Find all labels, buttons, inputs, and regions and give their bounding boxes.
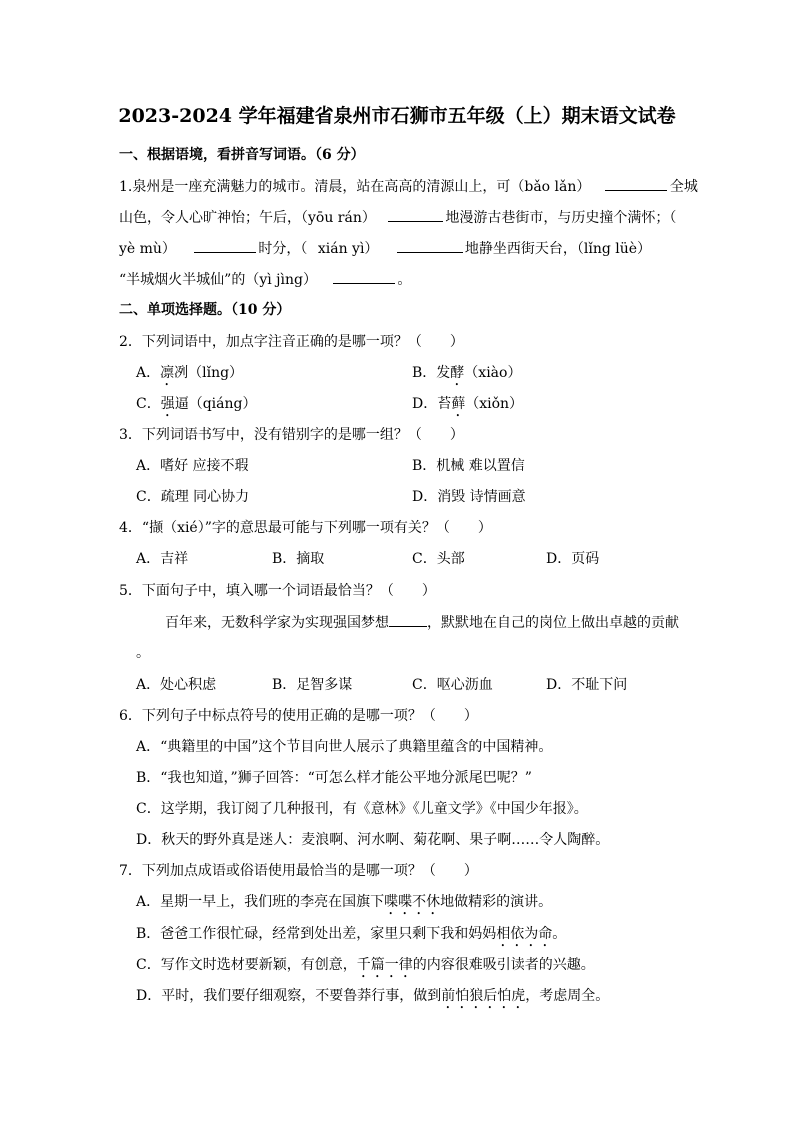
q1-text: 。 [397,272,412,288]
q3-stem: 3．下列词语书写中，没有错别字的是哪一组？（ ） [119,427,464,443]
option-text: 冽（lǐng） [174,365,244,381]
option-text: ，考虑周全。 [525,988,610,1004]
option-text: （xiào） [464,365,522,381]
q2-option-b[interactable] [412,363,521,389]
q1-line-3 [119,238,651,259]
dotted-char: 凛 [160,365,175,381]
q1-text: yè mù） [119,241,176,257]
q1-text: 时分，（ [258,241,308,257]
q7-option-c[interactable] [136,955,595,981]
dotted-char: 强 [160,396,175,412]
option-label: A． [136,365,161,381]
option-text: C．写作文时选材要新颖，有创意， [136,957,357,973]
option-text: 逼（qiáng） [174,396,257,412]
q2-option-c[interactable] [136,394,256,420]
q7-stem: 7．下列加点成语或俗语使用最恰当的是哪一项？（ ） [119,863,478,879]
q5-option-b[interactable]: B．足智多谋 [272,677,353,693]
q5-option-c[interactable]: C．呕心沥血 [412,677,493,693]
dotted-idiom: 前怕狼后怕虎 [441,988,526,1004]
page-title: 2023-2024 学年福建省泉州市石狮市五年级（上）期末语文试卷 [118,105,676,127]
q5-text: ，默默地在自己的岗位上做出卓越的贡献 [427,615,679,631]
q6-stem: 6．下列句子中标点符号的使用正确的是哪一项？（ ） [119,708,478,724]
q1-text: “半城烟火半城仙”的（yì jìng） [119,272,317,288]
q3-option-d[interactable]: D．消毁 诗情画意 [412,489,526,505]
answer-blank [397,238,463,253]
section-1-heading: 一、根据语境，看拼音写词语。（6 分） [119,147,365,163]
dotted-char: 藓 [451,396,466,412]
q6-option-c[interactable]: C．这学期，我订阅了几种报刊，有《意林》《儿童文学》《中国少年报》。 [136,801,588,817]
q4-option-c[interactable]: C．头部 [412,551,465,567]
dotted-idiom: 相依为命 [496,926,553,942]
q4-stem: 4．“撷（xié）”字的意思最可能与下列哪一项有关？（ ） [119,520,492,536]
q1-text: 全城 [669,179,698,195]
dotted-idiom: 喋喋不休 [384,894,441,910]
answer-blank [194,238,256,253]
option-label: C． [136,396,161,412]
option-label: B．发 [412,365,451,381]
answer-blank [605,176,667,191]
q7-option-d[interactable] [136,986,609,1012]
option-text: B．爸爸工作很忙碌，经常到处出差，家里只剩下我和妈妈 [136,926,497,942]
q2-option-d[interactable] [412,394,523,420]
q1-text: 地静坐西街天台，（lǐng lüè） [464,241,652,257]
q6-option-b[interactable]: B．“我也知道，”狮子回答：“可怎么样才能公平地分派尾巴呢？” [136,770,532,786]
option-text: （xiǒn） [465,396,524,412]
section-2-heading: 二、单项选择题。（10 分） [119,302,291,318]
q5-option-a[interactable]: A．处心积虑 [136,677,217,693]
q1-line-2 [119,207,676,228]
q4-option-d[interactable]: D．页码 [546,551,600,567]
q2-option-a[interactable] [136,363,243,389]
option-text: A．星期一早上，我们班的李亮在国旗下 [136,894,385,910]
answer-blank [388,207,443,222]
answer-blank [333,269,395,284]
option-text: 的内容很难吸引读者的兴趣。 [412,957,595,973]
q4-option-b[interactable]: B．摘取 [272,551,325,567]
q5-sentence [165,612,679,633]
q1-text: 1.泉州是一座充满魅力的城市。清晨，站在高高的清源山上，可（bǎo lǎn） [119,179,591,195]
answer-blank [389,612,427,627]
q5-sentence-end: 。 [136,645,150,661]
q1-line-1 [119,176,698,197]
q5-text: 百年来，无数科学家为实现强国梦想 [165,615,389,631]
q3-option-b[interactable]: B．机械 难以置信 [412,458,525,474]
dotted-idiom: 千篇一律 [356,957,413,973]
q3-option-a[interactable]: A．嗜好 应接不瑕 [136,458,249,474]
q7-option-b[interactable] [136,924,566,950]
q1-text: 地漫游古巷街市，与历史撞个满怀；（ [445,210,677,226]
q1-text: 山色，令人心旷神怡；午后，（yōu rán） [119,210,376,226]
q2-stem: 2．下列词语中，加点字注音正确的是哪一项？（ ） [119,334,464,350]
option-text: D．平时，我们要仔细观察，不要鲁莽行事，做到 [136,988,442,1004]
q4-option-a[interactable]: A．吉祥 [136,551,189,567]
q1-text: xián yì） [317,241,379,257]
dotted-char: 酵 [450,365,465,381]
q5-stem: 5．下面句子中，填入哪一个词语最恰当？（ ） [119,583,436,599]
option-label: D．苔 [412,396,452,412]
q1-line-4 [119,269,411,290]
option-text: 地做精彩的演讲。 [440,894,553,910]
q6-option-d[interactable]: D．秋天的野外真是迷人：麦浪啊、河水啊、菊花啊、果子啊……令人陶醉。 [136,832,610,848]
q7-option-a[interactable] [136,892,552,918]
q5-option-d[interactable]: D．不耻下问 [546,677,628,693]
q6-option-a[interactable]: A．“典籍里的中国”这个节目向世人展示了典籍里蕴含的中国精神。 [136,739,553,755]
q3-option-c[interactable]: C．疏理 同心协力 [136,489,250,505]
option-text: 。 [552,926,567,942]
